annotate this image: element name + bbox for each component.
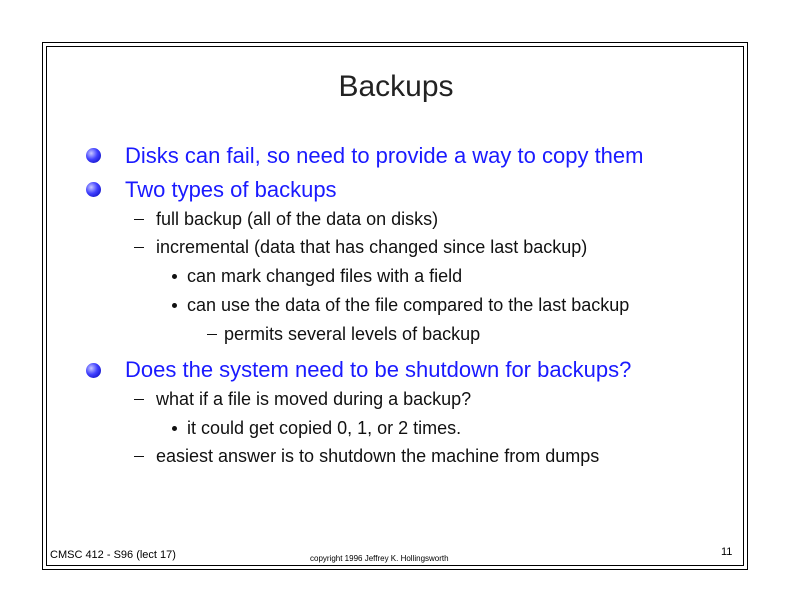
bullet-item-l2: incremental (data that has changed since last backup) [156, 237, 588, 257]
bullet-ball-icon [86, 148, 101, 163]
bullet-item-l3: it could get copied 0, 1, or 2 times. [187, 418, 462, 438]
bullet-item-l3: can mark changed files with a field [187, 266, 463, 286]
dash-bullet-icon [134, 219, 144, 220]
dot-bullet-icon [172, 274, 177, 279]
bullet-item-l3: can use the data of the file compared to the last backup [187, 295, 630, 315]
bullet-item-l1: Disks can fail, so need to provide a way to copy them [125, 143, 644, 168]
dot-bullet-icon [172, 303, 177, 308]
bullet-item-l1: Two types of backups [125, 177, 337, 202]
slide-title: Backups [338, 70, 454, 103]
bullet-ball-icon [86, 363, 101, 378]
bullet-item-l2: easiest answer is to shutdown the machine from dumps [156, 446, 600, 466]
bullet-item-l4: permits several levels of backup [224, 324, 481, 344]
dot-bullet-icon [172, 426, 177, 431]
bullet-item-l2: full backup (all of the data on disks) [156, 209, 439, 229]
dash-bullet-icon [134, 399, 144, 400]
dash-bullet-icon [207, 334, 217, 335]
bullet-item-l2: what if a file is moved during a backup? [156, 389, 472, 409]
footer-copyright: copyright 1996 Jeffrey K. Hollingsworth [310, 554, 449, 563]
page-number: 11 [721, 546, 733, 558]
footer-course: CMSC 412 - S96 (lect 17) [50, 549, 176, 561]
bullet-ball-icon [86, 182, 101, 197]
dash-bullet-icon [134, 247, 144, 248]
dash-bullet-icon [134, 456, 144, 457]
bullet-item-l1: Does the system need to be shutdown for backups? [125, 357, 632, 382]
